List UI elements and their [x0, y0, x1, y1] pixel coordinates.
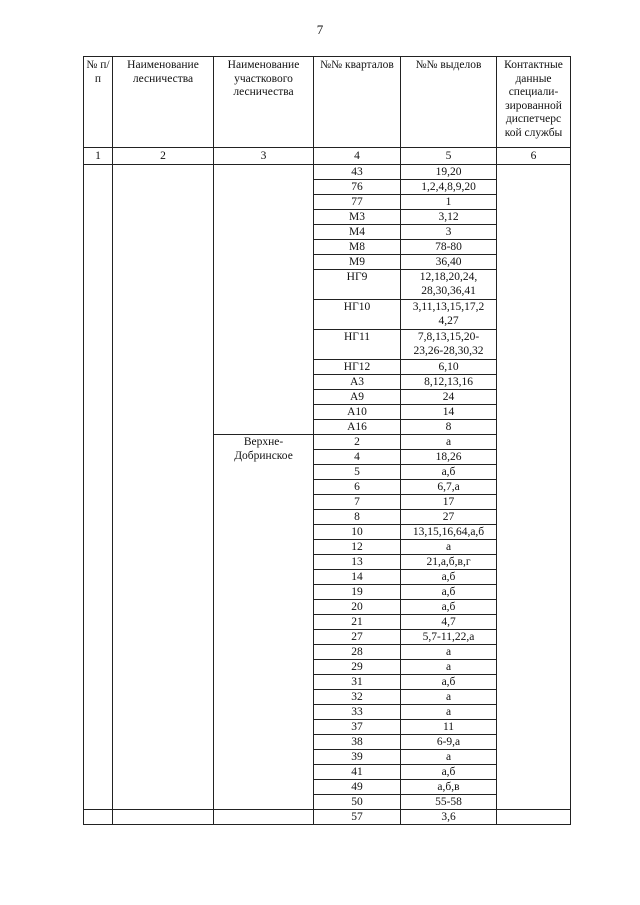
quarter-cell: 77 — [314, 195, 401, 210]
quarter-cell: М9 — [314, 255, 401, 270]
allotment-cell: а — [401, 660, 497, 675]
quarter-cell: М4 — [314, 225, 401, 240]
column-number: 6 — [497, 148, 571, 165]
quarter-cell: 20 — [314, 600, 401, 615]
quarter-cell: 41 — [314, 765, 401, 780]
allotment-cell: 14 — [401, 405, 497, 420]
quarter-cell: 38 — [314, 735, 401, 750]
allotment-cell: а,б — [401, 765, 497, 780]
quarter-cell: 12 — [314, 540, 401, 555]
allotment-cell: 55-58 — [401, 795, 497, 810]
allotment-cell: а,б,в — [401, 780, 497, 795]
allotment-cell: а — [401, 705, 497, 720]
quarter-cell: НГ11 — [314, 330, 401, 360]
allotment-cell: 3,11,13,15,17,2 4,27 — [401, 300, 497, 330]
index-cell — [84, 165, 113, 810]
quarter-cell: НГ12 — [314, 360, 401, 375]
quarter-cell: 31 — [314, 675, 401, 690]
allotment-cell: 3 — [401, 225, 497, 240]
quarter-cell: НГ9 — [314, 270, 401, 300]
allotment-cell: 36,40 — [401, 255, 497, 270]
quarter-cell: 21 — [314, 615, 401, 630]
column-number: 4 — [314, 148, 401, 165]
column-number: 3 — [214, 148, 314, 165]
allotment-cell: 24 — [401, 390, 497, 405]
quarter-cell: 27 — [314, 630, 401, 645]
allotment-cell: а,б — [401, 600, 497, 615]
quarter-cell: 10 — [314, 525, 401, 540]
quarter-cell: 28 — [314, 645, 401, 660]
quarter-cell: НГ10 — [314, 300, 401, 330]
quarter-cell: 7 — [314, 495, 401, 510]
allotment-cell: 18,26 — [401, 450, 497, 465]
quarter-cell: 39 — [314, 750, 401, 765]
quarter-cell: 33 — [314, 705, 401, 720]
header-cell-district-forestry: Наименование участкового лесничества — [214, 57, 314, 148]
allotment-cell: 17 — [401, 495, 497, 510]
quarter-cell: 13 — [314, 555, 401, 570]
header-cell-contacts: Контактные данные специали-зированной диспетчерс кой службы — [497, 57, 571, 148]
allotment-cell: 3,12 — [401, 210, 497, 225]
allotment-cell: 21,а,б,в,г — [401, 555, 497, 570]
column-number-row — [84, 148, 571, 165]
allotment-cell: 13,15,16,64,а,б — [401, 525, 497, 540]
allotment-cell: а,б — [401, 465, 497, 480]
contacts-cell — [497, 165, 571, 810]
allotment-cell: 5,7-11,22,а — [401, 630, 497, 645]
quarter-cell: 5 — [314, 465, 401, 480]
quarter-cell: 37 — [314, 720, 401, 735]
allotment-cell: 11 — [401, 720, 497, 735]
header-cell-index: № п/п — [84, 57, 113, 148]
allotment-cell: 1 — [401, 195, 497, 210]
forest-quarters-table — [83, 56, 571, 825]
quarter-cell: М8 — [314, 240, 401, 255]
quarter-cell: 57 — [314, 810, 401, 825]
forestry-cell — [113, 810, 214, 825]
allotment-cell: а,б — [401, 570, 497, 585]
quarter-cell: 49 — [314, 780, 401, 795]
allotment-cell: 1,2,4,8,9,20 — [401, 180, 497, 195]
forestry-cell — [113, 165, 214, 810]
quarter-cell: А9 — [314, 390, 401, 405]
allotment-cell: 4,7 — [401, 615, 497, 630]
header-cell-quarters: №№ кварталов — [314, 57, 401, 148]
quarter-cell: 43 — [314, 165, 401, 180]
allotment-cell: 8,12,13,16 — [401, 375, 497, 390]
district-forestry-name: Верхне- Добринское — [214, 435, 314, 810]
allotment-cell: 78-80 — [401, 240, 497, 255]
quarter-cell: 6 — [314, 480, 401, 495]
allotment-cell: а — [401, 690, 497, 705]
quarter-cell: А3 — [314, 375, 401, 390]
allotment-cell: а,б — [401, 585, 497, 600]
district-forestry-cell — [214, 810, 314, 825]
table-row — [84, 165, 571, 180]
quarter-cell: А10 — [314, 405, 401, 420]
quarter-cell: 14 — [314, 570, 401, 585]
allotment-cell: 19,20 — [401, 165, 497, 180]
header-cell-allotments: №№ выделов — [401, 57, 497, 148]
quarter-cell: 2 — [314, 435, 401, 450]
allotment-cell: 6,7,а — [401, 480, 497, 495]
quarter-cell: А16 — [314, 420, 401, 435]
quarter-cell: 32 — [314, 690, 401, 705]
table-row — [84, 810, 571, 825]
allotment-cell: а — [401, 435, 497, 450]
allotment-cell: а — [401, 750, 497, 765]
quarter-cell: 50 — [314, 795, 401, 810]
column-number: 5 — [401, 148, 497, 165]
quarter-cell: 19 — [314, 585, 401, 600]
index-cell — [84, 810, 113, 825]
header-cell-forestry: Наименование лесничества — [113, 57, 214, 148]
table-body — [84, 165, 571, 825]
district-forestry-cell — [214, 165, 314, 435]
column-number: 1 — [84, 148, 113, 165]
page-number: 7 — [316, 22, 324, 37]
contacts-cell — [497, 810, 571, 825]
allotment-cell: а — [401, 645, 497, 660]
allotment-cell: 7,8,13,15,20- 23,26-28,30,32 — [401, 330, 497, 360]
allotment-cell: 8 — [401, 420, 497, 435]
header-row — [84, 57, 571, 148]
allotment-cell: 6,10 — [401, 360, 497, 375]
quarter-cell: 8 — [314, 510, 401, 525]
quarter-cell: М3 — [314, 210, 401, 225]
quarter-cell: 29 — [314, 660, 401, 675]
quarter-cell: 76 — [314, 180, 401, 195]
allotment-cell: 12,18,20,24, 28,30,36,41 — [401, 270, 497, 300]
allotment-cell: а,б — [401, 675, 497, 690]
allotment-cell: 27 — [401, 510, 497, 525]
allotment-cell: а — [401, 540, 497, 555]
column-number: 2 — [113, 148, 214, 165]
allotment-cell: 3,6 — [401, 810, 497, 825]
quarter-cell: 4 — [314, 450, 401, 465]
allotment-cell: 6-9,а — [401, 735, 497, 750]
